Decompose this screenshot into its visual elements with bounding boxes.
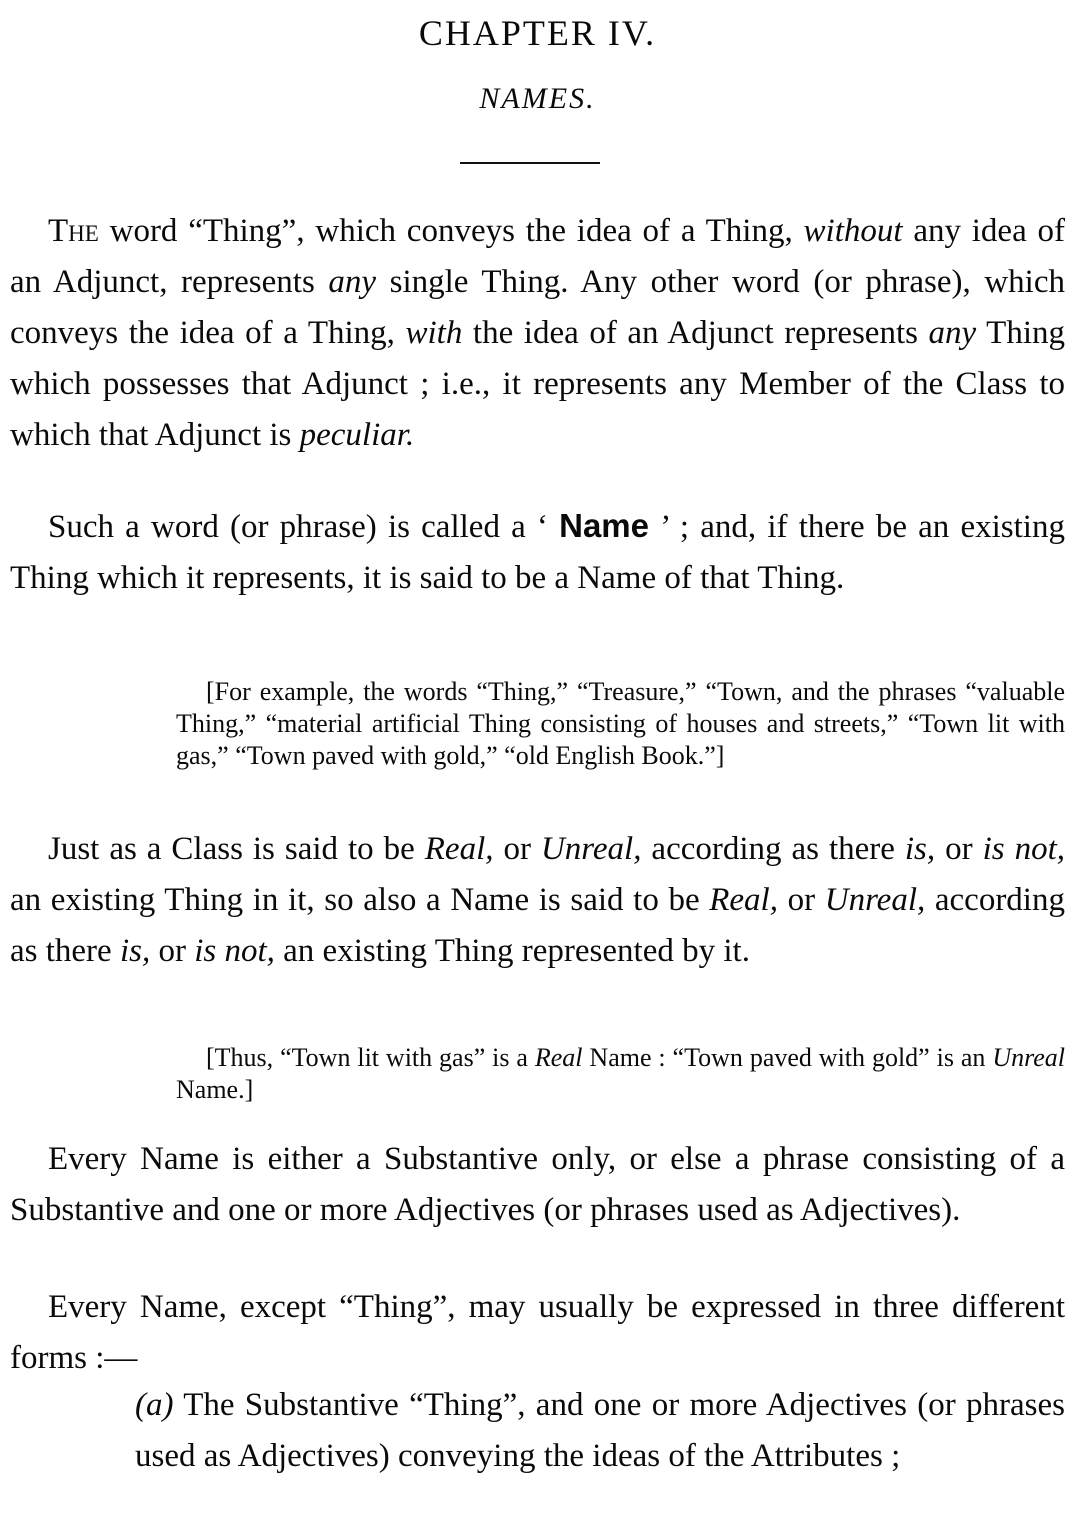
emphasis: Unreal (992, 1043, 1066, 1072)
text-run: Just as a Class is said to be (48, 831, 425, 867)
list-item-text: The Substantive “Thing”, and one or more Adjectives (or phrases used as Adjectives) conveying the ideas of the Attributes ; (135, 1387, 1065, 1474)
emphasis: any (328, 264, 377, 300)
text-run: Such a word (or phrase) is called a ‘ (48, 509, 560, 545)
text-run: or (777, 882, 825, 918)
text-run: any idea of an Adjunct, represents (10, 213, 1065, 300)
text-run: Name : “Town paved with gold” is an (582, 1043, 993, 1072)
emphasis: is not, (194, 933, 275, 969)
paragraph-three-forms: Every Name, except “Thing”, may usually be expressed in three different forms :— (10, 1289, 1065, 1376)
note-examples: [For example, the words “Thing,” “Treasure,” “Town, and the phrases “valuable Thing,” “material artificial Thing consisting of houses and streets,” “Town lit with gas,” “Town paved with gold,” “old English Book.”] (176, 677, 1065, 770)
emphasis: Real (534, 1043, 583, 1072)
paragraph-substantive: Every Name is either a Substantive only, or else a phrase consisting of a Substantive and one or more Adjectives (or phrases used as Adjectives). (10, 1141, 1065, 1228)
emphasis: Real, (709, 882, 778, 918)
title-divider (460, 162, 600, 164)
text-run: the idea of an Adjunct represents (462, 315, 929, 351)
text-run: [Thus, “Town lit with gas” is a (206, 1043, 535, 1072)
list-marker: (a) (135, 1387, 174, 1423)
emphasis: peculiar. (299, 417, 415, 453)
emphasis: with (405, 315, 463, 351)
text-run: single Thing. Any other word (or phrase), which conveys the idea of a Thing, (10, 264, 1065, 351)
text-run: or (935, 831, 983, 867)
paragraph-real-unreal (10, 824, 1065, 977)
emphasis: without (803, 213, 903, 249)
text-run: Name.] (176, 1075, 254, 1104)
defined-term: Name (559, 507, 650, 544)
emphasis: Unreal, (824, 882, 926, 918)
chapter-title: CHAPTER IV. (418, 13, 657, 53)
text-run: an existing Thing represented by it. (274, 933, 750, 969)
text-run: according as there (641, 831, 905, 867)
chapter-subtitle: NAMES. (479, 82, 596, 115)
list-item-a (135, 1380, 1065, 1482)
text-run: or (150, 933, 195, 969)
text-run: ’ ; and, if there be an existing Thing which it represents, it is said to be a Name of that Thing. (10, 509, 1065, 596)
text-run: or (493, 831, 541, 867)
emphasis: any (928, 315, 977, 351)
text-run: an existing Thing in it, so also a Name is said to be (10, 882, 710, 918)
emphasis: Unreal, (540, 831, 642, 867)
paragraph-lead-word: The (48, 213, 99, 249)
text-run: word “Thing”, which conveys the idea of a Thing, (98, 213, 804, 249)
emphasis: is not, (982, 831, 1065, 867)
emphasis: Real, (424, 831, 494, 867)
text-run: Thing which possesses that Adjunct ; i.e., it represents any Member of the Class to which that Adjunct is (10, 315, 1066, 453)
emphasis: is, (904, 831, 936, 867)
paragraph-thing-definition (10, 206, 1065, 461)
emphasis: is, (119, 933, 151, 969)
paragraph-name-definition (10, 500, 1065, 604)
text-run: according as there (10, 882, 1065, 969)
note-thus (176, 1042, 1065, 1106)
